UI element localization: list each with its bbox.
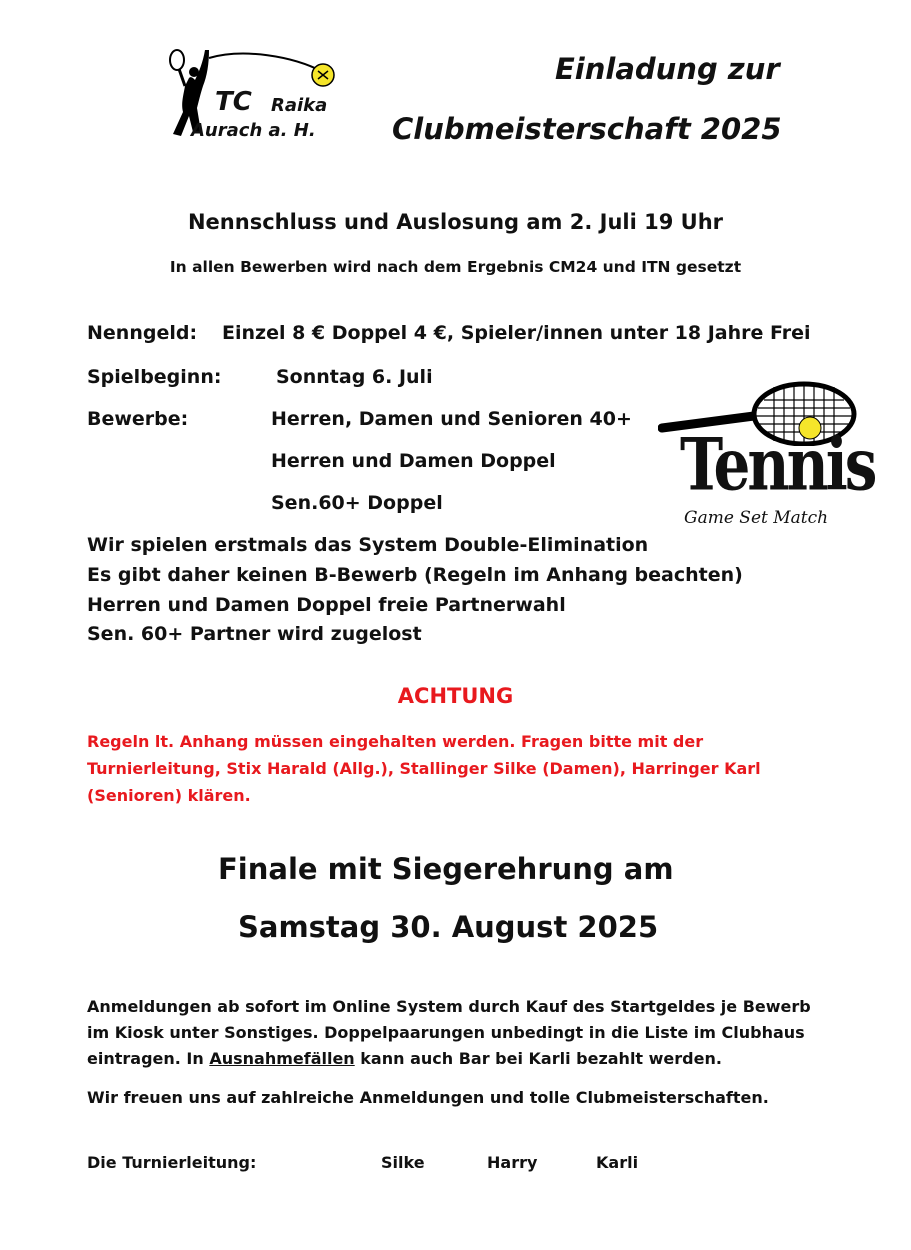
warning-heading: ACHTUNG (397, 684, 514, 708)
warning-line: Turnierleitung, Stix Harald (Allg.), Stallinger Silke (Damen), Harringer Karl (87, 759, 761, 778)
seeding-note: In allen Bewerben wird nach dem Ergebnis CM24 und ITN gesetzt (169, 258, 742, 276)
system-line: Sen. 60+ Partner wird zugelost (87, 623, 422, 645)
final-line-1: Finale mit Siegerehrung am (218, 852, 674, 886)
registration-text: eintragen. In (87, 1049, 210, 1068)
tennis-graphic (658, 376, 875, 541)
exception-text: Ausnahmefällen (209, 1049, 355, 1068)
logo-tc: TC (215, 87, 252, 117)
signature-label: Die Turnierleitung: (87, 1153, 257, 1172)
system-line: Herren und Damen Doppel freie Partnerwahl (87, 594, 566, 616)
title-line-1: Einladung zur (555, 52, 780, 86)
event-item: Herren, Damen und Senioren 40+ (271, 408, 632, 430)
title-line-2: Clubmeisterschaft 2025 (392, 112, 782, 146)
registration-text: kann auch Bar bei Karli bezahlt werden. (354, 1049, 722, 1068)
club-logo (163, 42, 353, 142)
start-value: Sonntag 6. Juli (276, 366, 433, 388)
system-line: Es gibt daher keinen B-Bewerb (Regeln im Anhang beachten) (87, 564, 743, 586)
tennis-tagline: Game Set Match (684, 508, 829, 528)
tennis-word: Tennis (680, 422, 875, 507)
final-line-2: Samstag 30. August 2025 (238, 910, 659, 944)
signature-name: Silke (381, 1153, 425, 1172)
events-label: Bewerbe: (87, 408, 189, 430)
fee-label: Nenngeld: (87, 322, 198, 344)
fee-value: Einzel 8 € Doppel 4 €, Spieler/innen unter 18 Jahre Frei (222, 322, 811, 344)
warning-line: Regeln lt. Anhang müssen eingehalten werden. Fragen bitte mit der (87, 732, 704, 751)
start-label: Spielbeginn: (87, 366, 222, 388)
signature-name: Karli (596, 1153, 639, 1172)
system-line: Wir spielen erstmals das System Double-Elimination (87, 534, 649, 556)
event-item: Sen.60+ Doppel (271, 492, 443, 514)
deadline-heading: Nennschluss und Auslosung am 2. Juli 19 Uhr (187, 210, 724, 234)
closing-line: Wir freuen uns auf zahlreiche Anmeldungen und tolle Clubmeisterschaften. (87, 1088, 769, 1107)
registration-line: im Kiosk unter Sonstiges. Doppelpaarungen unbedingt in die Liste im Clubhaus (87, 1023, 805, 1042)
signature-name: Harry (487, 1153, 538, 1172)
logo-place: Aurach a. H. (191, 120, 316, 141)
logo-raika: Raika (271, 95, 328, 116)
registration-line (87, 1049, 722, 1068)
event-item: Herren und Damen Doppel (271, 450, 556, 472)
registration-line: Anmeldungen ab sofort im Online System durch Kauf des Startgeldes je Bewerb (87, 997, 811, 1016)
warning-line: (Senioren) klären. (87, 786, 251, 805)
